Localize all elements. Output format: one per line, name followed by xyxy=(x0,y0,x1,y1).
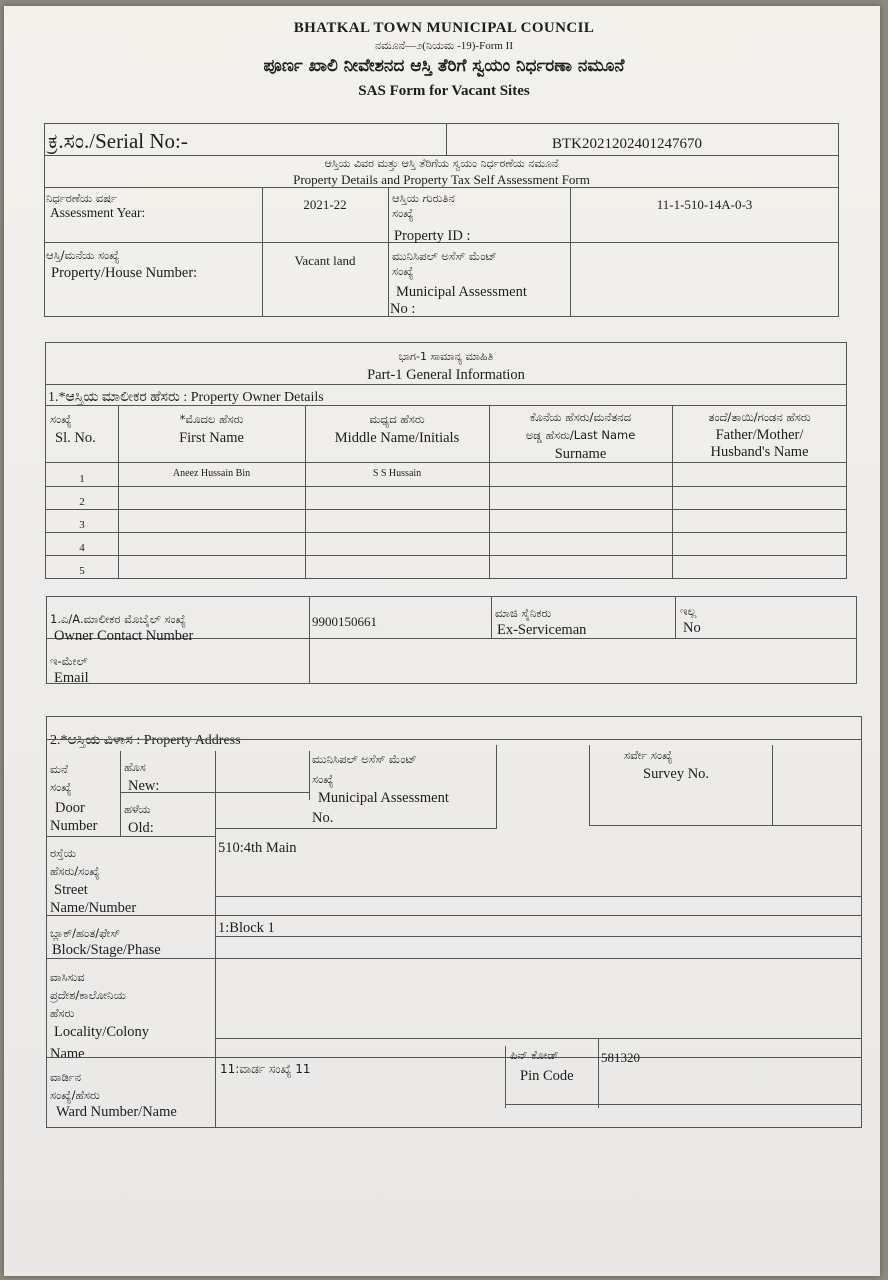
owner-mobile-label-kannada: 1.ಎ/A.ಮಾಲೀಕರ ಮೊಬೈಲ್ ಸಂಖ್ಯೆ xyxy=(50,612,186,626)
ex-serviceman-label-kannada: ಮಾಜಿ ಸೈನಿಕರು xyxy=(495,606,552,620)
municipal-assessment-label-2: No : xyxy=(390,301,416,317)
door-new-label: New: xyxy=(128,778,160,794)
street-value: 510:4th Main xyxy=(218,840,297,856)
ward-label-kannada-2: ಸಂಖ್ಯೆ/ಹೆಸರು xyxy=(50,1088,100,1102)
middle-name-header: Middle Name/Initials xyxy=(334,430,460,446)
father-name-header-1: Father/Mother/ xyxy=(715,427,804,443)
first-name-header-kannada: *ಮೊದಲ ಹೆಸರು xyxy=(179,412,244,426)
municipal-assessment-label-kannada-2: ಸಂಖ್ಯೆ xyxy=(392,264,414,278)
locality-label-kannada-2: ಪ್ರದೇಶ/ಕಾಲೋನಿಯ xyxy=(50,988,126,1002)
door-old-label: Old: xyxy=(128,820,154,836)
door-label-kannada-2: ಸಂಖ್ಯೆ xyxy=(50,780,72,794)
form-title: SAS Form for Vacant Sites xyxy=(358,83,530,99)
serial-value: BTK2021202401247670 xyxy=(552,136,702,152)
sl-no-header: Sl. No. xyxy=(55,430,96,446)
form-reference: ನಮೂನೆ—೨(ನಿಯಮ -19)-Form II xyxy=(375,40,513,52)
door-new-label-kannada: ಹೊಸ xyxy=(124,760,146,774)
last-name-header: Surname xyxy=(554,446,607,462)
last-name-header-kannada-2: ಅಡ್ಡ ಹೆಸರು/Last Name xyxy=(525,428,636,442)
property-address-box xyxy=(46,716,862,1128)
ward-label: Ward Number/Name xyxy=(56,1104,177,1120)
sl-no-header-kannada: ಸಂಖ್ಯೆ xyxy=(50,412,72,426)
survey-number-label: Survey No. xyxy=(643,766,710,782)
door-label-kannada-1: ಮನೆ xyxy=(50,762,68,776)
survey-number-label-kannada: ಸರ್ವೇ ಸಂಖ್ಯೆ xyxy=(624,748,673,762)
property-id-value: 11-1-510-14A-0-3 xyxy=(656,197,753,212)
form-title-kannada: ಪೂರ್ಣ ಖಾಲಿ ನೀವೇಶನದ ಆಸ್ತಿ ತೆರಿಗೆ ಸ್ವಯಂ ನಿರ್ಧರಣಾ ನಮೂನೆ xyxy=(263,56,625,76)
owner-row-1-first-name: Aneez Hussain Bin xyxy=(172,468,251,479)
ex-serviceman-value: No xyxy=(683,620,701,636)
ex-serviceman-value-kannada: ಇಲ್ಲ xyxy=(680,604,697,618)
owner-mobile-value: 9900150661 xyxy=(312,614,377,629)
municipal-assessment-label-kannada-1: ಮುನಿಸಿಪಲ್ ಅಸೆಸ್ ಮೆಂಟ್ xyxy=(392,249,497,263)
father-name-header-kannada: ತಂದೆ/ತಾಯಿ/ಗಂಡನ ಹೆಸರು xyxy=(708,410,811,424)
serial-label: ಕ್ರ.ಸಂ./Serial No:- xyxy=(48,129,188,153)
street-label-1: Street xyxy=(54,882,88,898)
address-municipal-label-1: Municipal Assessment xyxy=(318,790,449,806)
owner-row-4-sl: 4 xyxy=(79,542,85,554)
block-label-kannada: ಬ್ಲಾಕ್/ಹಂತ/ಫೇಸ್ xyxy=(50,926,121,940)
owner-row-1-sl: 1 xyxy=(79,473,85,485)
door-old-label-kannada: ಹಳೆಯ xyxy=(124,802,151,816)
address-municipal-label-kannada-2: ಸಂಖ್ಯೆ xyxy=(312,772,334,786)
owner-row-2-sl: 2 xyxy=(79,496,85,508)
locality-label-1: Locality/Colony xyxy=(54,1024,150,1040)
block-label: Block/Stage/Phase xyxy=(52,942,161,958)
property-id-label-kannada-1: ಆಸ್ತಿಯ ಗುರುತಿನ xyxy=(392,191,455,205)
door-label-2: Number xyxy=(50,818,98,834)
owner-row-1-middle-name: S S Hussain xyxy=(372,468,422,479)
ward-label-kannada-1: ವಾರ್ಡಿನ xyxy=(50,1070,82,1084)
part1-heading: Part-1 General Information xyxy=(367,367,525,383)
property-section-heading-kannada: ಆಸ್ತಿಯ ವಿವರ ಮತ್ತು ಆಸ್ತಿ ತೆರಿಗೆಯ ಸ್ವಯಂ ನಿರ್ಧರಣೆಯ ನಮೂನೆ xyxy=(324,157,559,170)
address-municipal-label-kannada-1: ಮುನಿಸಿಪಲ್ ಅಸೆಸ್ ಮೆಂಟ್ xyxy=(312,752,417,766)
email-label: Email xyxy=(54,670,89,686)
street-label-kannada-2: ಹೆಸರು/ಸಂಖ್ಯೆ xyxy=(50,864,100,878)
pin-code-label: Pin Code xyxy=(520,1068,574,1084)
locality-label-kannada-1: ವಾಸಿಸುವ xyxy=(50,970,85,984)
email-label-kannada: ಇ-ಮೇಲ್ xyxy=(50,654,88,668)
house-number-label: Property/House Number: xyxy=(51,265,198,281)
municipal-assessment-label-1: Municipal Assessment xyxy=(396,284,527,300)
owner-details-label: 1.*ಆಸ್ತಿಯ ಮಾಲೀಕರ ಹೆಸರು : Property Owner Details xyxy=(48,390,324,405)
part1-heading-kannada: ಭಾಗ-1 ಸಾಮಾನ್ಯ ಮಾಹಿತಿ xyxy=(398,350,494,363)
last-name-header-kannada-1: ಕೊನೆಯ ಹೆಸರು/ಮನೆತನದ xyxy=(529,410,632,424)
address-municipal-label-2: No. xyxy=(312,810,334,826)
owner-row-3-sl: 3 xyxy=(79,519,85,531)
owner-row-5-sl: 5 xyxy=(79,565,85,577)
house-number-value: Vacant land xyxy=(294,253,356,268)
assessment-year-label: Assessment Year: xyxy=(50,205,146,220)
assessment-year-value: 2021-22 xyxy=(303,197,347,212)
house-number-label-kannada: ಆಸ್ತಿ/ಮನೆಯ ಸಂಖ್ಯೆ xyxy=(46,248,120,262)
ward-value: 11:ವಾರ್ಡ ಸಂಖ್ಯೆ 11 xyxy=(220,1062,311,1076)
street-label-2: Name/Number xyxy=(50,900,137,916)
street-label-kannada-1: ರಸ್ತೆಯ xyxy=(50,846,76,860)
locality-label-2: Name xyxy=(50,1046,85,1062)
assessment-year-label-kannada: ನಿರ್ಧರಣೆಯ ವರ್ಷ xyxy=(46,191,117,205)
council-name: BHATKAL TOWN MUNICIPAL COUNCIL xyxy=(293,20,595,36)
owner-mobile-label: Owner Contact Number xyxy=(54,628,194,644)
door-label-1: Door xyxy=(55,800,85,816)
father-name-header-2: Husband's Name xyxy=(710,444,809,460)
property-section-heading: Property Details and Property Tax Self Assessment Form xyxy=(293,172,590,187)
pin-code-label-kannada: ಪಿನ್ ಕೋಡ್ xyxy=(510,1048,559,1062)
property-id-label: Property ID : xyxy=(394,228,471,244)
first-name-header: First Name xyxy=(179,430,244,446)
middle-name-header-kannada: ಮಧ್ಯದ ಹೆಸರು xyxy=(369,412,425,426)
property-id-label-kannada-2: ಸಂಖ್ಯೆ xyxy=(392,206,414,220)
ex-serviceman-label: Ex-Serviceman xyxy=(497,622,587,638)
locality-label-kannada-3: ಹೆಸರು xyxy=(50,1006,75,1020)
property-address-heading: 2.*ಆಸ್ತಿಯ ವಿಳಾಸ : Property Address xyxy=(50,733,241,748)
pin-code-value: 581320 xyxy=(601,1050,640,1065)
block-value: 1:Block 1 xyxy=(218,920,275,936)
